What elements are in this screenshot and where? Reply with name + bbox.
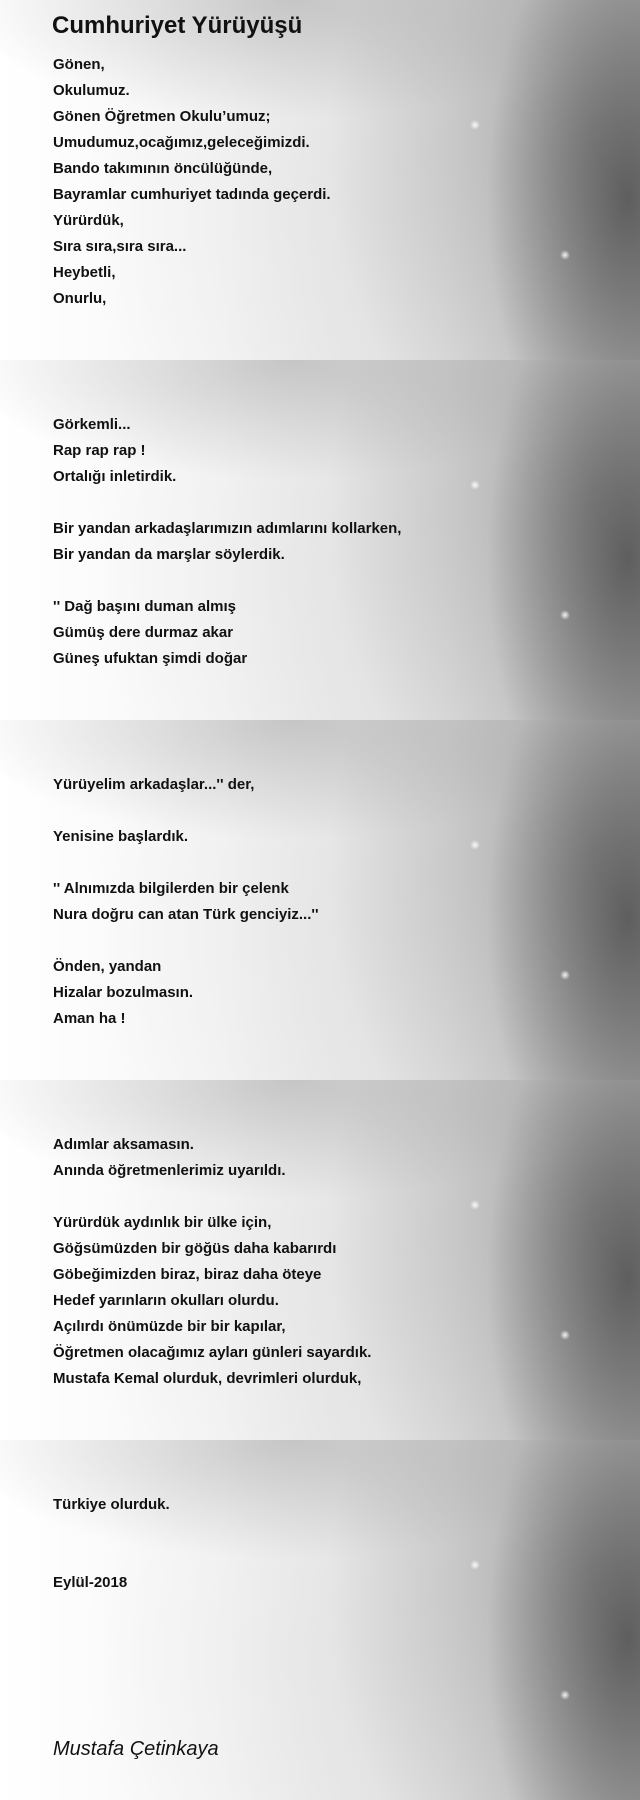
poem-line: Gümüş dere durmaz akar xyxy=(53,624,234,641)
poem-line: Hedef yarınların okulları olurdu. xyxy=(53,1292,279,1309)
poem-line: Hizalar bozulmasın. xyxy=(53,984,194,1001)
poem-line: Sıra sıra,sıra sıra... xyxy=(53,238,187,255)
bokeh-light xyxy=(560,250,570,260)
poem-line: Ortalığı inletirdik. xyxy=(53,468,177,485)
poem-line: Göbeğimizden biraz, biraz daha öteye xyxy=(53,1266,322,1283)
bokeh-light xyxy=(560,1330,570,1340)
poem-line: '' Dağ başını duman almış xyxy=(53,598,237,615)
bokeh-light xyxy=(470,840,480,850)
poem-title: Cumhuriyet Yürüyüşü xyxy=(52,12,303,39)
poem-line: Yürürdük aydınlık bir ülke için, xyxy=(53,1214,272,1231)
stanza-break xyxy=(53,1184,371,1210)
bokeh-light xyxy=(560,1690,570,1700)
bokeh-light xyxy=(470,120,480,130)
stanza-break xyxy=(53,1544,170,1570)
poem-panel-2 xyxy=(53,412,401,672)
poem-line: Türkiye olurduk. xyxy=(53,1496,170,1513)
poem-line: Nura doğru can atan Türk genciyiz...'' xyxy=(53,906,319,923)
bokeh-light xyxy=(470,1560,480,1570)
poem-line: Bir yandan arkadaşlarımızın adımlarını kollarken, xyxy=(53,520,402,537)
poem-line: Onurlu, xyxy=(53,290,107,307)
poem-panel-1 xyxy=(53,52,331,312)
poem-line: Yürüyelim arkadaşlar...'' der, xyxy=(53,776,255,793)
stanza-break xyxy=(53,850,319,876)
stanza-break xyxy=(53,1518,170,1544)
stanza-break xyxy=(53,568,401,594)
poem-line: Yürürdük, xyxy=(53,212,124,229)
poem-line: Anında öğretmenlerimiz uyarıldı. xyxy=(53,1162,286,1179)
poem-line: Yenisine başlardık. xyxy=(53,828,189,845)
poem-panel-4 xyxy=(53,1132,371,1392)
poem-line: Önden, yandan xyxy=(53,958,162,975)
poem-line: Bayramlar cumhuriyet tadında geçerdi. xyxy=(53,186,331,203)
bokeh-light xyxy=(560,610,570,620)
poem-line: Rap rap rap ! xyxy=(53,442,146,459)
poem-line: Bir yandan da marşlar söylerdik. xyxy=(53,546,285,563)
bokeh-light xyxy=(560,970,570,980)
poem-line: Açılırdı önümüzde bir bir kapılar, xyxy=(53,1318,286,1335)
poem-line: Güneş ufuktan şimdi doğar xyxy=(53,650,248,667)
poem-line: '' Alnımızda bilgilerden bir çelenk xyxy=(53,880,289,897)
poem-line: Gönen Öğretmen Okulu’umuz; xyxy=(53,108,271,125)
poem-line: Okulumuz. xyxy=(53,82,130,99)
poem-author: Mustafa Çetinkaya xyxy=(53,1738,219,1760)
poem-line: Umudumuz,ocağımız,geleceğimizdi. xyxy=(53,134,310,151)
poem-line: Görkemli... xyxy=(53,416,131,433)
bokeh-light xyxy=(470,1200,480,1210)
stanza-break xyxy=(53,928,319,954)
stanza-break xyxy=(53,798,319,824)
poem-panel-5 xyxy=(53,1492,170,1596)
poem-line: Heybetli, xyxy=(53,264,116,281)
poem-line: Öğretmen olacağımız ayları günleri sayardık. xyxy=(53,1344,372,1361)
poem-line: Bando takımının öncülüğünde, xyxy=(53,160,273,177)
stanza-break xyxy=(53,490,401,516)
poem-line: Aman ha ! xyxy=(53,1010,126,1027)
bokeh-light xyxy=(470,480,480,490)
poem-line: Gönen, xyxy=(53,56,105,73)
poem-line: Mustafa Kemal olurduk, devrimleri olurduk, xyxy=(53,1370,362,1387)
poem-panel-3 xyxy=(53,772,319,1032)
poem-line: Göğsümüzden bir göğüs daha kabarırdı xyxy=(53,1240,337,1257)
poem-line: Adımlar aksamasın. xyxy=(53,1136,194,1153)
poem-line: Eylül-2018 xyxy=(53,1574,128,1591)
